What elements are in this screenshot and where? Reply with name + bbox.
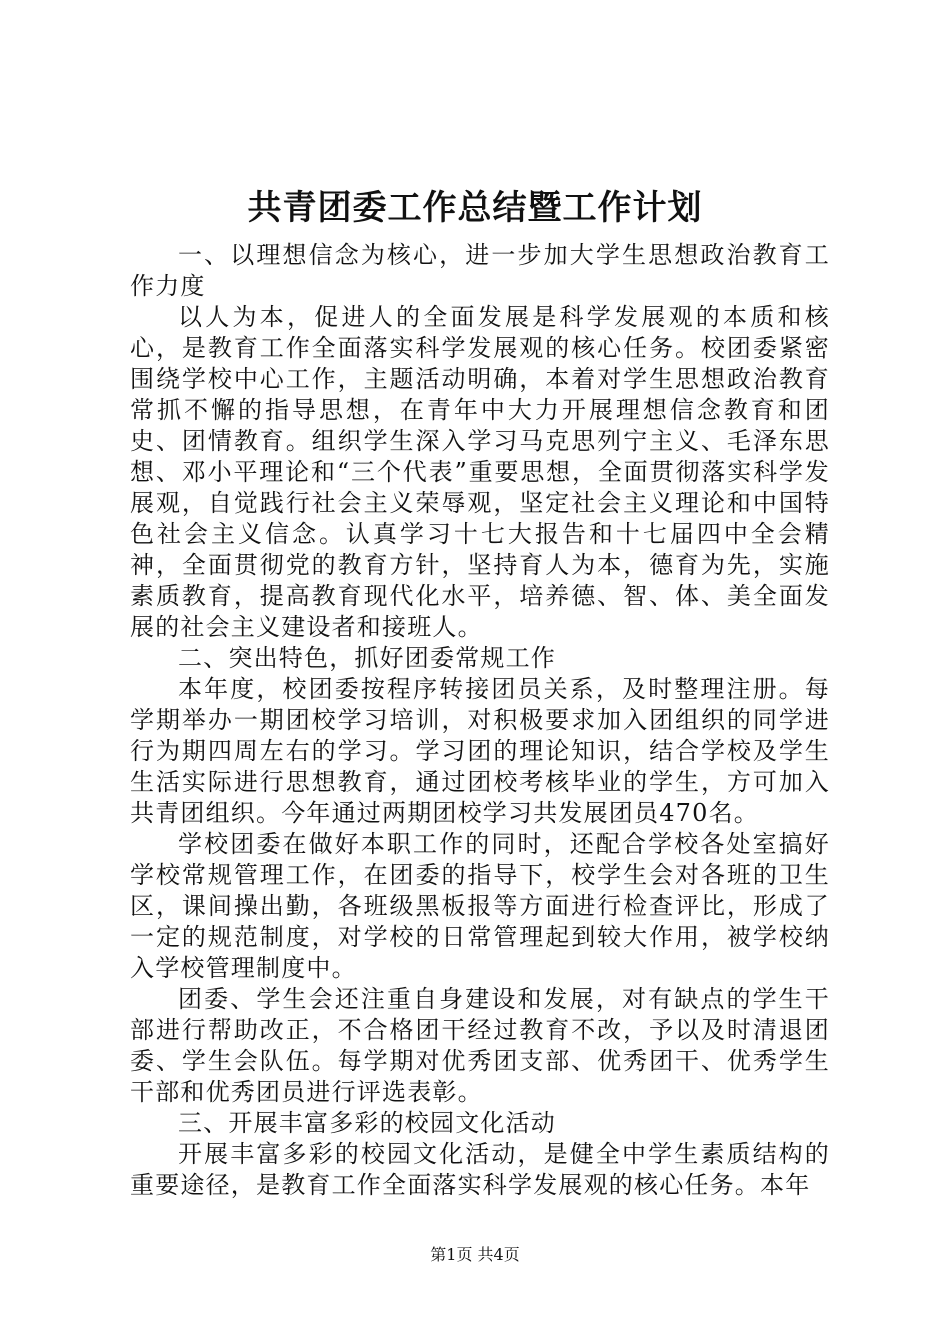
section-heading-1: 一、以理想信念为核心，进一步加大学生思想政治教育工作力度: [130, 241, 830, 300]
document-body: [130, 240, 830, 1201]
paragraph-1: 以人为本，促进人的全面发展是科学发展观的本质和核心，是教育工作全面落实科学发展观的核心任务。校团委紧密围绕学校中心工作，主题活动明确，本着对学生思想政治教育常抓不懈的指导思想，在青年中大力开展理想信念教育和团史、团情教育。组织学生深入学习马克思列宁主义、毛泽东思想、邓小平理论和“三个代表”重要思想，全面贯彻落实科学发展观，自觉践行社会主义荣辱观，坚定社会主义理论和中国特色社会主义信念。认真学习十七大报告和十七届四中全会精神，全面贯彻党的教育方针，坚持育人为本，德育为先，实施素质教育，提高教育现代化水平，培养德、智、体、美全面发展的社会主义建设者和接班人。: [130, 303, 830, 641]
paragraph-5: 开展丰富多彩的校园文化活动，是健全中学生素质结构的重要途径，是教育工作全面落实科学发展观的核心任务。本年: [130, 1140, 830, 1199]
section-heading-2: 二、突出特色，抓好团委常规工作: [178, 644, 556, 672]
document-title: 共青团委工作总结暨工作计划: [247, 188, 703, 228]
paragraph-3: 学校团委在做好本职工作的同时，还配合学校各处室搞好学校常规管理工作，在团委的指导下，校学生会对各班的卫生区，课间操出勤，各班级黑板报等方面进行检查评比，形成了一定的规范制度，对学校的日常管理起到较大作用，被学校纳入学校管理制度中。: [130, 830, 830, 982]
page-number-footer: 第1页 共4页: [430, 1245, 520, 1264]
paragraph-2: 本年度，校团委按程序转接团员关系，及时整理注册。每学期举办一期团校学习培训，对积极要求加入团组织的同学进行为期四周左右的学习。学习团的理论知识，结合学校及学生生活实际进行思想教育，通过团校考核毕业的学生，方可加入共青团组织。今年通过两期团校学习共发展团员470名。: [130, 675, 830, 827]
paragraph-4: 团委、学生会还注重自身建设和发展，对有缺点的学生干部进行帮助改正，不合格团干经过教育不改，予以及时清退团委、学生会队伍。每学期对优秀团支部、优秀团干、优秀学生干部和优秀团员进行评选表彰。: [130, 985, 830, 1106]
section-heading-3: 三、开展丰富多彩的校园文化活动: [178, 1109, 556, 1137]
